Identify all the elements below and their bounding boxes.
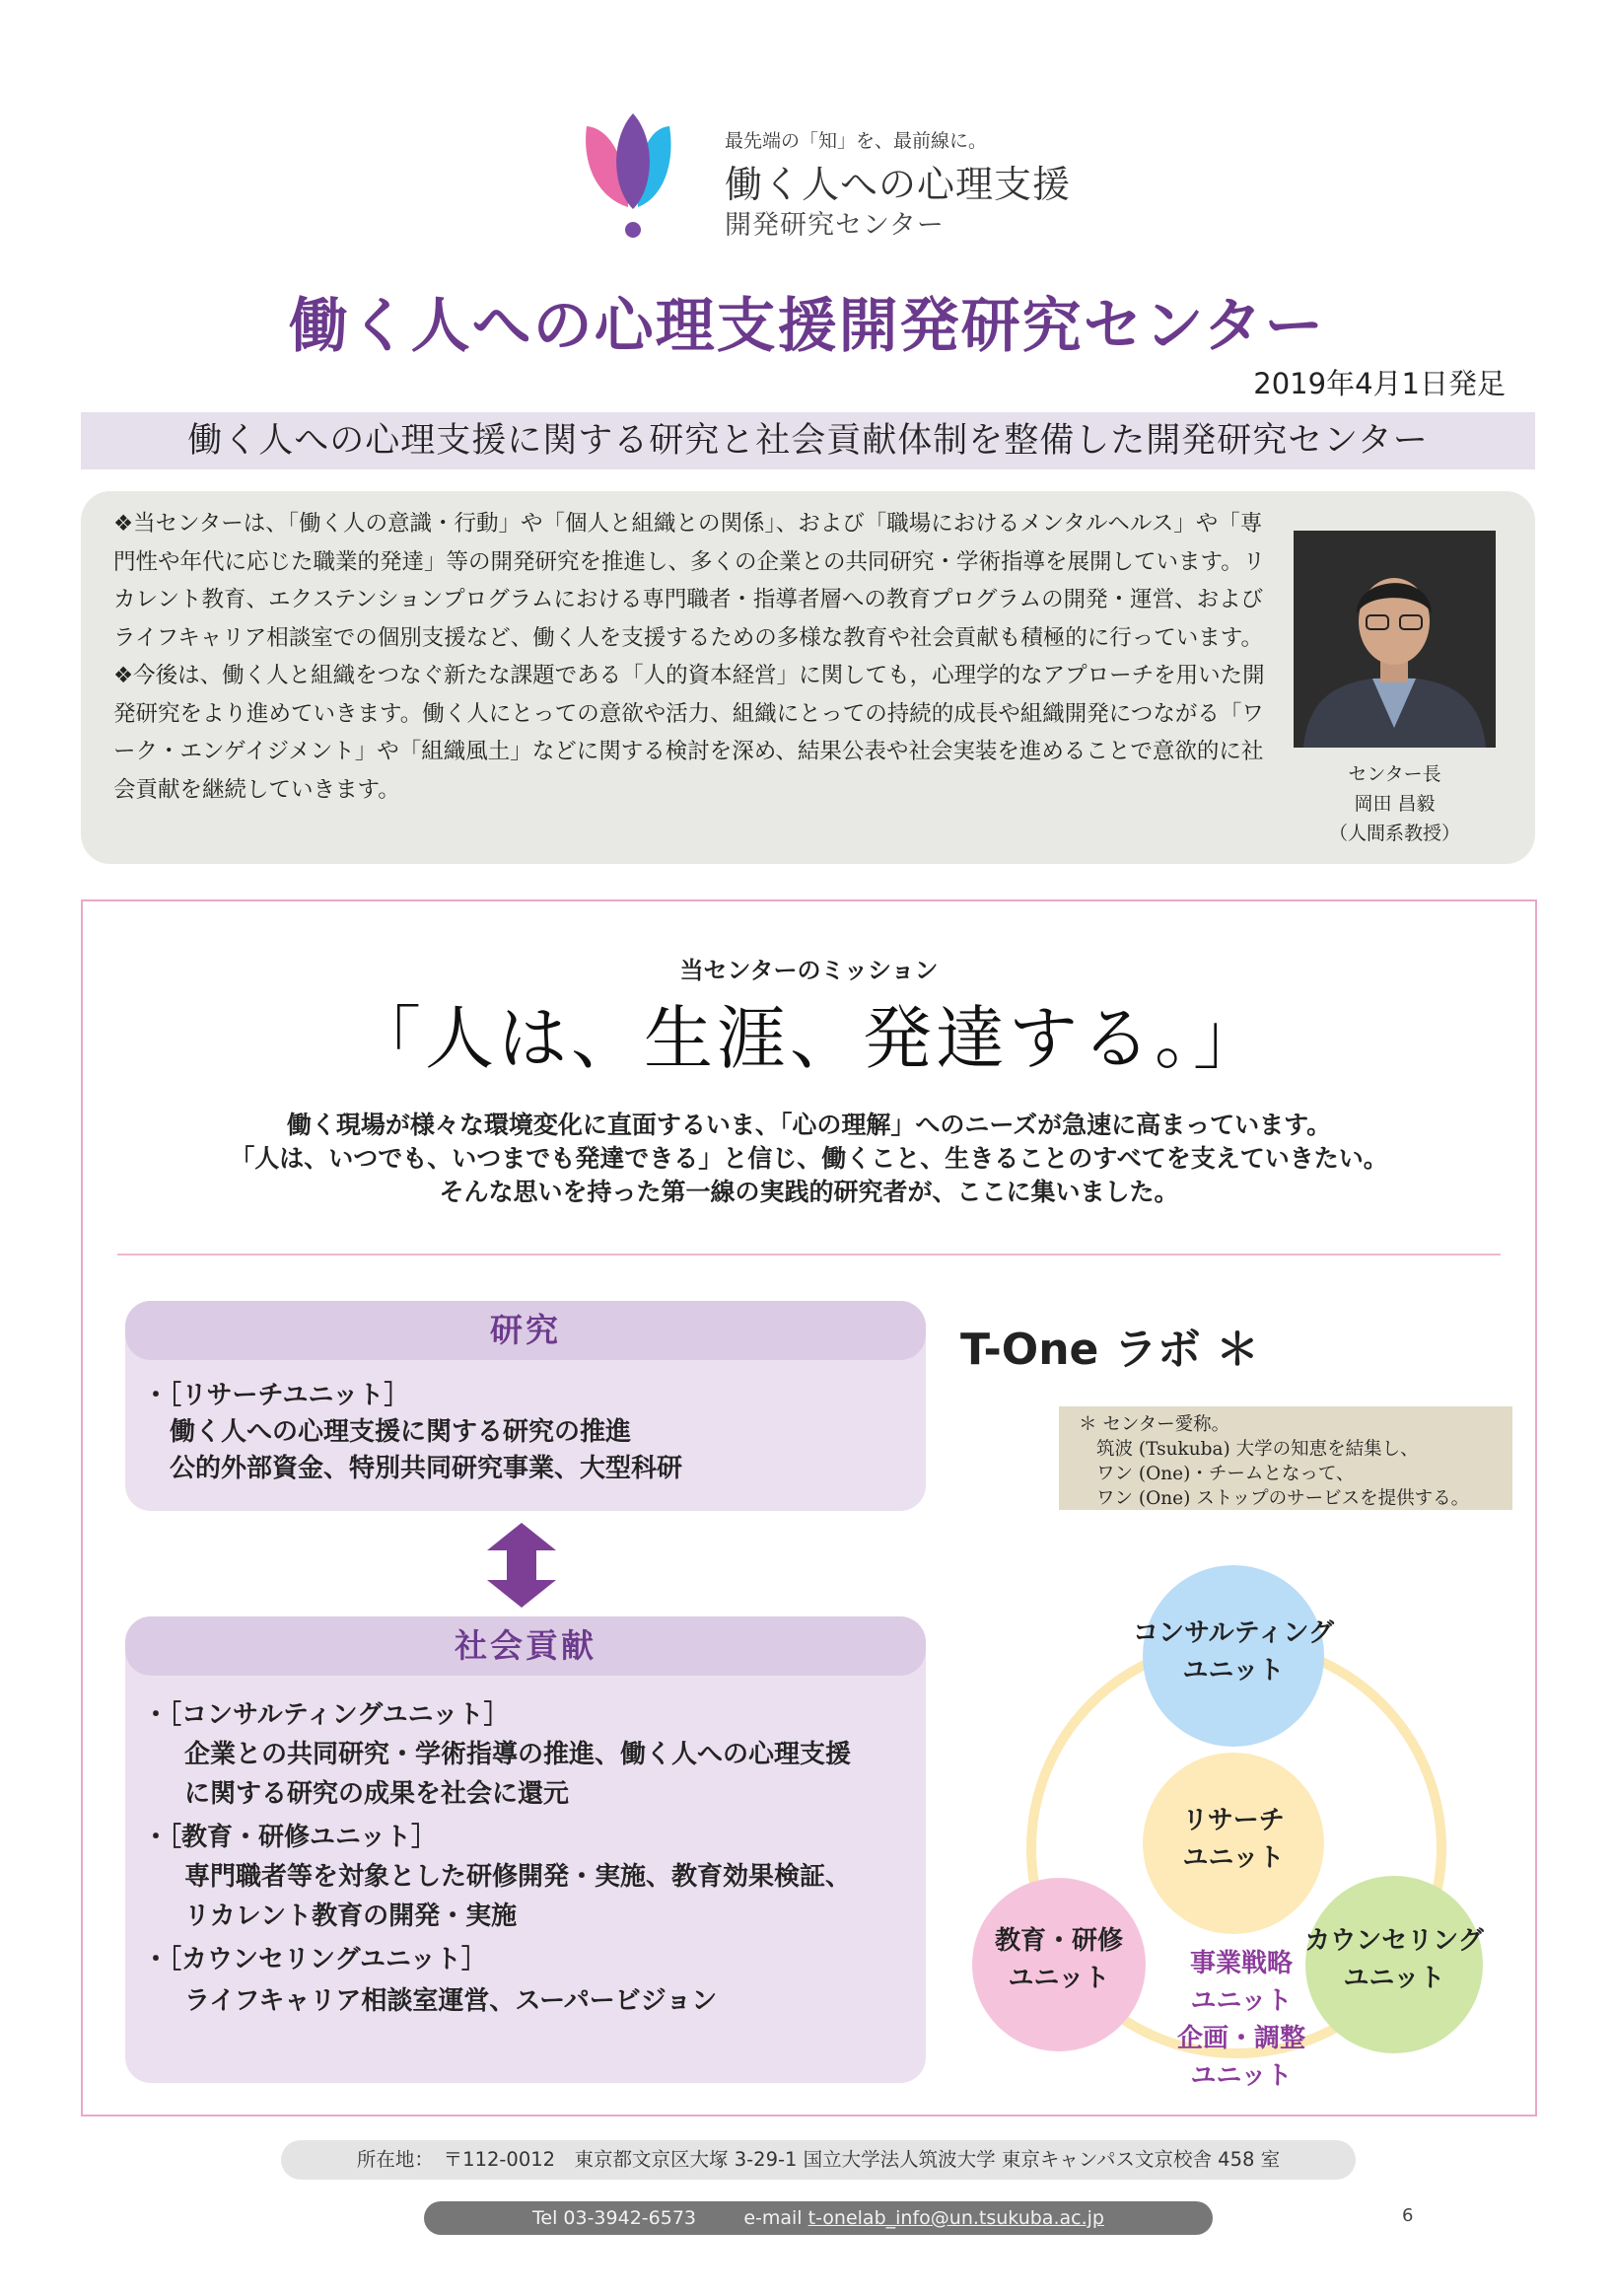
address-bar: 所在地： 〒112-0012 東京都文京区大塚 3-29-1 国立大学法人筑波大学 東京キャンパス文京校舎 458 室 <box>281 2140 1356 2180</box>
logo-icon <box>577 108 715 242</box>
education-label-1: 教育・研修 <box>994 1926 1124 1956</box>
education-line: 専門職者等を対象とした研修開発・実施、教育効果検証、 <box>184 1862 852 1892</box>
logo-name: 働く人への心理支援 <box>725 163 1072 206</box>
note-line: ＊ センター愛称。 <box>1079 1414 1230 1435</box>
research-label-2: ユニット <box>1182 1843 1285 1873</box>
strategy-label-4: ユニット <box>1190 2061 1293 2091</box>
counseling-line: ライフキャリア相談室運営、スーパービジョン <box>184 1986 718 2016</box>
strategy-label-3: 企画・調整 <box>1176 2024 1306 2053</box>
research-line: 公的外部資金、特別共同研究事業、大型科研 <box>170 1454 683 1483</box>
social-contribution-panel <box>125 1616 926 2083</box>
page-number: 6 <box>1402 2205 1414 2226</box>
note-line: ワン (One)・チームとなって、 <box>1096 1464 1355 1484</box>
mission-label: 当センターのミッション <box>679 957 939 984</box>
tone-lab-title: T-One ラボ ＊ <box>960 1325 1260 1375</box>
unit-diagram <box>941 1523 1532 2091</box>
education-label-2: ユニット <box>1008 1964 1110 1993</box>
double-arrow-icon <box>477 1521 566 1610</box>
counseling-unit: ・［カウンセリングユニット］ <box>143 1945 487 1974</box>
consulting-unit: ・［コンサルティングユニット］ <box>143 1700 510 1730</box>
research-panel <box>125 1301 926 1511</box>
research-unit: ・［リサーチユニット］ <box>143 1381 410 1410</box>
mission-line: 働く現場が様々な環境変化に直面するいま、「心の理解」へのニーズが急速に高まっています。 <box>286 1111 1332 1139</box>
established-date: 2019年4月1日発足 <box>1253 367 1506 400</box>
consulting-label-2: ユニット <box>1182 1656 1285 1686</box>
consulting-line: に関する研究の成果を社会に還元 <box>184 1779 570 1809</box>
intro-paragraph-2: ❖今後は、働く人と組織をつなぐ新たな課題である「人的資本経営」に関しても，心理学的なアプローチを用いた開発研究をより進めていきます。働く人にとっての意欲や活力、組織にとっての持続的成長や組織開発につながる「ワーク・エンゲイジメント」や「組織風土」などに関する検討を深め、結果公表や社会実装を進めることで意欲的に社会貢献を継続していきます。 <box>113 663 1265 803</box>
email-link[interactable]: t-onelab_info@un.tsukuba.ac.jp <box>807 2207 1104 2229</box>
subheading: 働く人への心理支援に関する研究と社会貢献体制を整備した開発研究センター <box>81 412 1535 469</box>
caption-role: センター長 <box>1348 763 1441 785</box>
social-heading: 社会貢献 <box>125 1616 926 1676</box>
consulting-label-1: コンサルティング <box>1132 1618 1335 1648</box>
note-line: 筑波 (Tsukuba) 大学の知恵を結集し、 <box>1096 1439 1419 1460</box>
counseling-label-1: カウンセリング <box>1304 1926 1484 1956</box>
intro-text <box>113 505 1267 809</box>
caption-title: （人間系教授） <box>1328 823 1460 844</box>
research-label-1: リサーチ <box>1182 1806 1285 1835</box>
research-heading: 研究 <box>125 1301 926 1360</box>
divider <box>117 1254 1501 1256</box>
note-line: ワン (One) ストップのサービスを提供する。 <box>1096 1488 1470 1509</box>
email-label: e-mail <box>743 2207 803 2229</box>
mission-section <box>81 899 1537 2117</box>
intro-section <box>81 491 1535 864</box>
caption-name: 岡田 昌毅 <box>1354 793 1436 815</box>
page-title: 働く人への心理支援開発研究センター <box>288 292 1326 361</box>
logo-subname: 開発研究センター <box>725 210 945 241</box>
research-line: 働く人への心理支援に関する研究の推進 <box>170 1417 632 1447</box>
mission-line: そんな思いを持った第一線の実践的研究者が、ここに集いました。 <box>439 1178 1179 1206</box>
intro-paragraph-1: ❖当センターは、「働く人の意識・行動」や「個人と組織との関係」、および「職場におけるメンタルヘルス」や「専門性や年代に応じた職業的発達」等の開発研究を推進し、多くの企業との共同研究・学術指導を展開しています。リカレント教育、エクステンションプログラムにおける専門職者・指導者層への教育プログラムの開発・運営、およびライフキャリア相談室での個別支援など、働く人を支援するための多様な教育や社会貢献も積極的に行っています。 <box>113 511 1266 651</box>
counseling-label-2: ユニット <box>1343 1964 1445 1993</box>
director-caption <box>1274 759 1515 848</box>
contact-bar <box>424 2201 1213 2235</box>
strategy-label-1: 事業戦略 <box>1189 1949 1294 1978</box>
strategy-label-2: ユニット <box>1190 1986 1293 2016</box>
education-unit: ・［教育・研修ユニット］ <box>143 1823 437 1852</box>
mission-line: 「人は、いつでも、いつまでも発達できる」と信じ、働くこと、生きることのすべてを支えていきたい。 <box>230 1144 1388 1173</box>
director-photo <box>1294 531 1496 748</box>
tel-number: Tel 03-3942-6573 <box>532 2207 696 2229</box>
logo-tagline: 最先端の「知」を、最前線に。 <box>725 130 988 152</box>
center-logo <box>577 108 1080 242</box>
mission-text <box>83 1109 1535 1209</box>
tone-note <box>1059 1406 1512 1510</box>
mission-quote: 「人は、生涯、発達する。」 <box>352 998 1266 1079</box>
consulting-line: 企業との共同研究・学術指導の推進、働く人への心理支援 <box>184 1740 852 1769</box>
education-line: リカレント教育の開発・実施 <box>184 1901 518 1931</box>
